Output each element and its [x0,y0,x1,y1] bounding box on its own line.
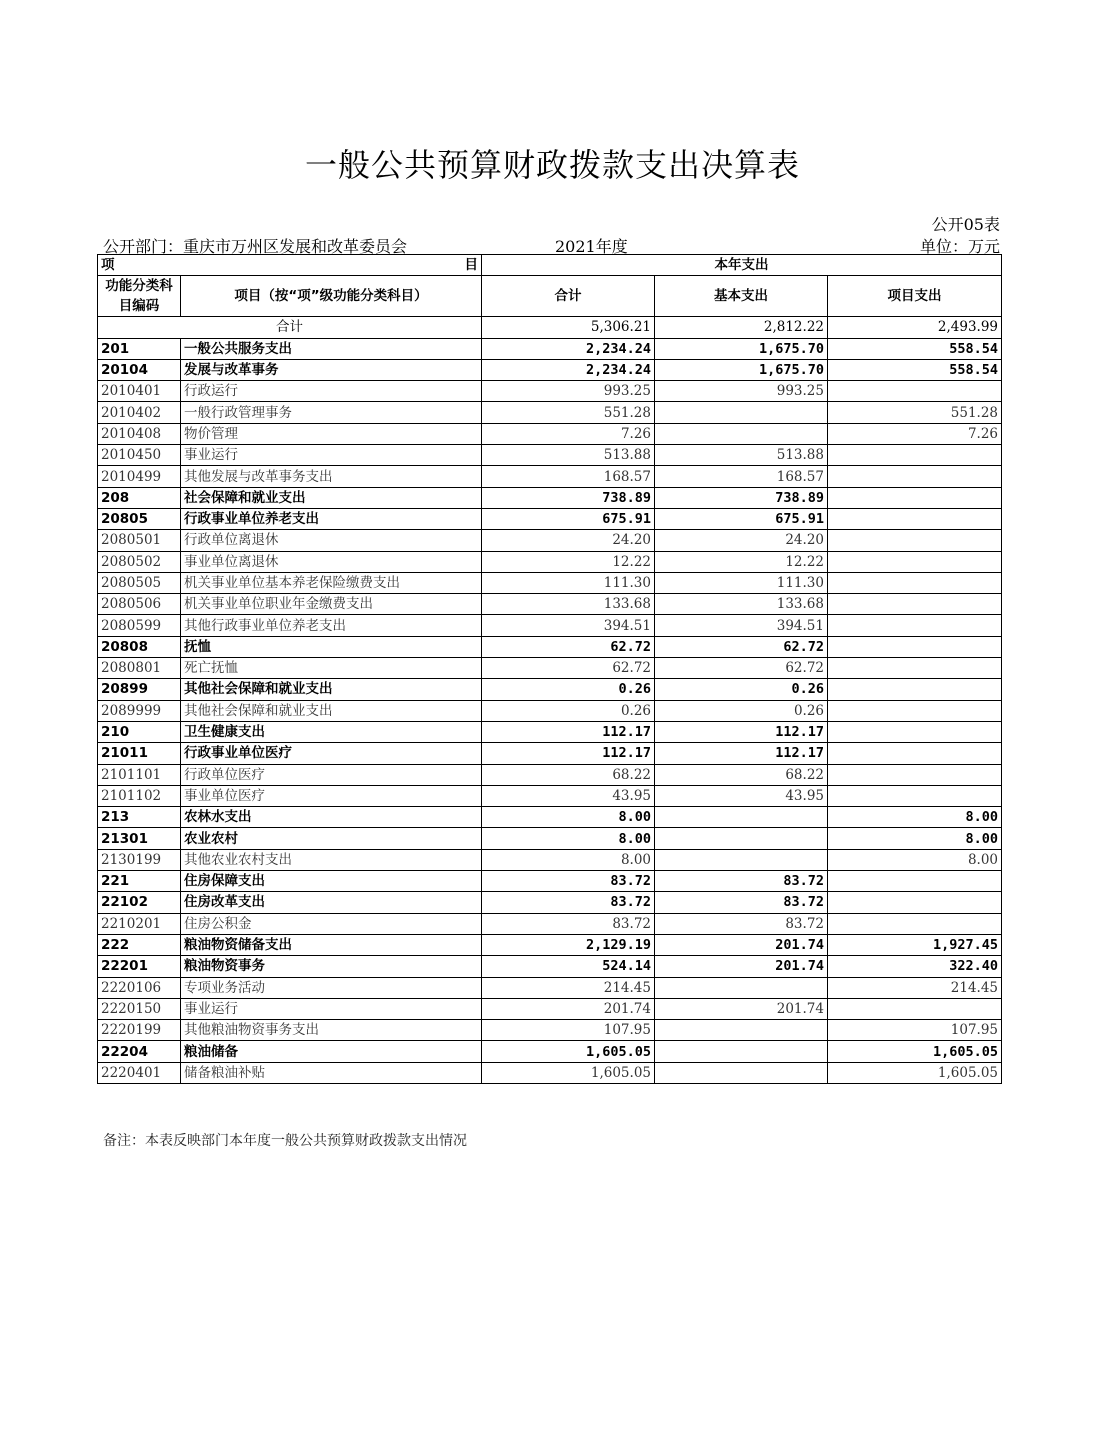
row-code: 2220106 [98,977,181,998]
total-basic: 2,812.22 [655,317,828,338]
row-basic [655,402,828,423]
row-total: 168.57 [482,466,655,487]
table-row [98,508,1002,529]
row-code: 2080599 [98,615,181,636]
row-code: 2010402 [98,402,181,423]
row-name: 死亡抚恤 [181,658,482,679]
row-project [828,466,1002,487]
row-total: 2,234.24 [482,359,655,380]
row-code: 2080501 [98,530,181,551]
row-name: 农业农村 [181,828,482,849]
row-code: 2010450 [98,445,181,466]
row-basic: 168.57 [655,466,828,487]
row-code: 210 [98,721,181,742]
fiscal-year: 2021年度 [555,237,628,256]
row-project: 7.26 [828,423,1002,444]
row-total: 112.17 [482,721,655,742]
row-code: 21011 [98,743,181,764]
row-code: 22102 [98,892,181,913]
form-number: 公开05表 [931,215,1000,234]
row-basic: 513.88 [655,445,828,466]
row-code: 2089999 [98,700,181,721]
row-name: 发展与改革事务 [181,359,482,380]
row-name: 其他农业农村支出 [181,849,482,870]
row-project [828,721,1002,742]
header-name: 项目（按“项”级功能分类科目） [181,276,482,317]
table-row [98,807,1002,828]
row-basic: 738.89 [655,487,828,508]
table-row [98,487,1002,508]
row-total: 214.45 [482,977,655,998]
header-row-columns [98,276,1002,317]
row-basic: 201.74 [655,956,828,977]
row-project [828,679,1002,700]
row-basic: 993.25 [655,381,828,402]
row-name: 行政事业单位医疗 [181,743,482,764]
footnote: 备注：本表反映部门本年度一般公共预算财政拨款支出情况 [103,1133,467,1149]
row-total: 62.72 [482,636,655,657]
row-project [828,913,1002,934]
table-row [98,445,1002,466]
table-row [98,892,1002,913]
row-total: 394.51 [482,615,655,636]
page-title: 一般公共预算财政拨款支出决算表 [304,146,800,184]
row-basic: 68.22 [655,764,828,785]
row-project [828,700,1002,721]
row-basic [655,1020,828,1041]
row-total: 1,605.05 [482,1041,655,1062]
row-total: 0.26 [482,679,655,700]
row-total: 7.26 [482,423,655,444]
header-current-year: 本年支出 [482,255,1002,276]
row-name: 其他社会保障和就业支出 [181,700,482,721]
row-project [828,636,1002,657]
row-code: 22204 [98,1041,181,1062]
row-project [828,594,1002,615]
table-row [98,402,1002,423]
table-row [98,423,1002,444]
row-code: 222 [98,934,181,955]
row-code: 2220199 [98,1020,181,1041]
header-basic: 基本支出 [655,276,828,317]
row-code: 20899 [98,679,181,700]
row-code: 20808 [98,636,181,657]
table-row [98,977,1002,998]
table-row [98,913,1002,934]
row-basic: 133.68 [655,594,828,615]
row-project: 558.54 [828,359,1002,380]
row-code: 2210201 [98,913,181,934]
header-mu: 目 [181,255,482,276]
table-row [98,1041,1002,1062]
row-name: 物价管理 [181,423,482,444]
row-code: 2220401 [98,1062,181,1083]
row-name: 一般行政管理事务 [181,402,482,423]
row-name: 粮油物资事务 [181,956,482,977]
row-project: 214.45 [828,977,1002,998]
row-basic: 24.20 [655,530,828,551]
row-name: 其他行政事业单位养老支出 [181,615,482,636]
table-row [98,551,1002,572]
row-basic [655,828,828,849]
total-sum: 5,306.21 [482,317,655,338]
row-basic: 0.26 [655,679,828,700]
row-code: 20805 [98,508,181,529]
row-name: 机关事业单位职业年金缴费支出 [181,594,482,615]
table-row [98,700,1002,721]
row-total: 551.28 [482,402,655,423]
row-name: 事业运行 [181,998,482,1019]
row-code: 2010499 [98,466,181,487]
row-total: 68.22 [482,764,655,785]
row-code: 2080505 [98,572,181,593]
row-project: 1,605.05 [828,1062,1002,1083]
table-row [98,956,1002,977]
row-total: 2,234.24 [482,338,655,359]
row-total: 201.74 [482,998,655,1019]
row-name: 其他粮油物资事务支出 [181,1020,482,1041]
row-name: 行政单位医疗 [181,764,482,785]
header-row-top [98,255,1002,276]
row-total: 2,129.19 [482,934,655,955]
row-total: 8.00 [482,828,655,849]
row-name: 事业单位离退休 [181,551,482,572]
row-project [828,764,1002,785]
table-row [98,764,1002,785]
row-name: 其他社会保障和就业支出 [181,679,482,700]
row-total: 993.25 [482,381,655,402]
department-label: 公开部门：重庆市万州区发展和改革委员会 [103,237,408,256]
row-name: 其他发展与改革事务支出 [181,466,482,487]
row-project: 558.54 [828,338,1002,359]
table-row [98,828,1002,849]
row-basic: 112.17 [655,743,828,764]
row-project [828,572,1002,593]
table-row [98,338,1002,359]
row-basic: 201.74 [655,934,828,955]
row-code: 213 [98,807,181,828]
row-total: 12.22 [482,551,655,572]
row-project [828,615,1002,636]
table-row [98,658,1002,679]
row-basic: 62.72 [655,658,828,679]
row-basic: 83.72 [655,871,828,892]
row-total: 8.00 [482,849,655,870]
row-project [828,785,1002,806]
table-row [98,359,1002,380]
table-row [98,998,1002,1019]
row-project [828,445,1002,466]
expenditure-table [97,254,1002,1084]
row-code: 2080502 [98,551,181,572]
row-basic: 43.95 [655,785,828,806]
row-code: 22201 [98,956,181,977]
table-row [98,466,1002,487]
row-code: 201 [98,338,181,359]
row-basic [655,423,828,444]
table-row [98,530,1002,551]
row-total: 1,605.05 [482,1062,655,1083]
row-project [828,530,1002,551]
row-code: 20104 [98,359,181,380]
row-project: 322.40 [828,956,1002,977]
row-project [828,743,1002,764]
row-name: 社会保障和就业支出 [181,487,482,508]
row-name: 住房保障支出 [181,871,482,892]
row-basic: 394.51 [655,615,828,636]
row-code: 2010408 [98,423,181,444]
row-code: 221 [98,871,181,892]
header-code: 功能分类科目编码 [98,276,181,317]
row-basic: 112.17 [655,721,828,742]
row-name: 抚恤 [181,636,482,657]
total-project: 2,493.99 [828,317,1002,338]
row-name: 卫生健康支出 [181,721,482,742]
row-total: 43.95 [482,785,655,806]
row-project [828,871,1002,892]
row-code: 2010401 [98,381,181,402]
row-basic: 62.72 [655,636,828,657]
row-name: 粮油储备 [181,1041,482,1062]
row-basic: 83.72 [655,892,828,913]
row-total: 83.72 [482,892,655,913]
row-project: 1,605.05 [828,1041,1002,1062]
table-row [98,615,1002,636]
row-project: 1,927.45 [828,934,1002,955]
row-basic: 675.91 [655,508,828,529]
row-total: 0.26 [482,700,655,721]
table-row [98,636,1002,657]
row-name: 住房公积金 [181,913,482,934]
header-xiang: 项 [98,255,181,276]
row-project [828,998,1002,1019]
table-row [98,934,1002,955]
total-label: 合计 [98,317,482,338]
row-name: 一般公共服务支出 [181,338,482,359]
table-row [98,721,1002,742]
row-project: 551.28 [828,402,1002,423]
table-row [98,679,1002,700]
header-total: 合计 [482,276,655,317]
row-name: 机关事业单位基本养老保险缴费支出 [181,572,482,593]
row-basic [655,977,828,998]
row-code: 2130199 [98,849,181,870]
row-basic: 1,675.70 [655,359,828,380]
row-basic: 201.74 [655,998,828,1019]
row-code: 2101101 [98,764,181,785]
row-code: 2080801 [98,658,181,679]
row-basic [655,807,828,828]
row-total: 107.95 [482,1020,655,1041]
table-row [98,1020,1002,1041]
row-total: 8.00 [482,807,655,828]
row-name: 事业单位医疗 [181,785,482,806]
row-project: 8.00 [828,807,1002,828]
row-project [828,487,1002,508]
table-row [98,871,1002,892]
row-name: 住房改革支出 [181,892,482,913]
row-name: 行政单位离退休 [181,530,482,551]
row-basic [655,1062,828,1083]
row-total: 524.14 [482,956,655,977]
row-total: 24.20 [482,530,655,551]
table-row [98,785,1002,806]
row-total: 133.68 [482,594,655,615]
unit-label: 单位：万元 [919,237,1000,256]
table-row [98,381,1002,402]
row-code: 208 [98,487,181,508]
row-project: 8.00 [828,849,1002,870]
row-total: 83.72 [482,913,655,934]
row-project: 8.00 [828,828,1002,849]
row-basic [655,1041,828,1062]
row-project [828,551,1002,572]
row-total: 513.88 [482,445,655,466]
row-name: 农林水支出 [181,807,482,828]
row-total: 112.17 [482,743,655,764]
row-project [828,508,1002,529]
row-basic: 83.72 [655,913,828,934]
row-name: 行政事业单位养老支出 [181,508,482,529]
row-basic: 12.22 [655,551,828,572]
table-row [98,594,1002,615]
row-code: 2080506 [98,594,181,615]
row-basic: 1,675.70 [655,338,828,359]
row-code: 2220150 [98,998,181,1019]
row-basic: 111.30 [655,572,828,593]
row-project: 107.95 [828,1020,1002,1041]
row-basic [655,849,828,870]
table-row [98,572,1002,593]
row-project [828,892,1002,913]
total-row [98,317,1002,338]
row-code: 21301 [98,828,181,849]
table-row [98,1062,1002,1083]
header-project: 项目支出 [828,276,1002,317]
row-total: 738.89 [482,487,655,508]
table-row [98,849,1002,870]
row-total: 675.91 [482,508,655,529]
row-total: 111.30 [482,572,655,593]
row-name: 事业运行 [181,445,482,466]
row-total: 83.72 [482,871,655,892]
row-total: 62.72 [482,658,655,679]
row-name: 行政运行 [181,381,482,402]
table-row [98,743,1002,764]
row-project [828,381,1002,402]
row-code: 2101102 [98,785,181,806]
row-name: 粮油物资储备支出 [181,934,482,955]
row-basic: 0.26 [655,700,828,721]
row-name: 储备粮油补贴 [181,1062,482,1083]
row-project [828,658,1002,679]
row-name: 专项业务活动 [181,977,482,998]
